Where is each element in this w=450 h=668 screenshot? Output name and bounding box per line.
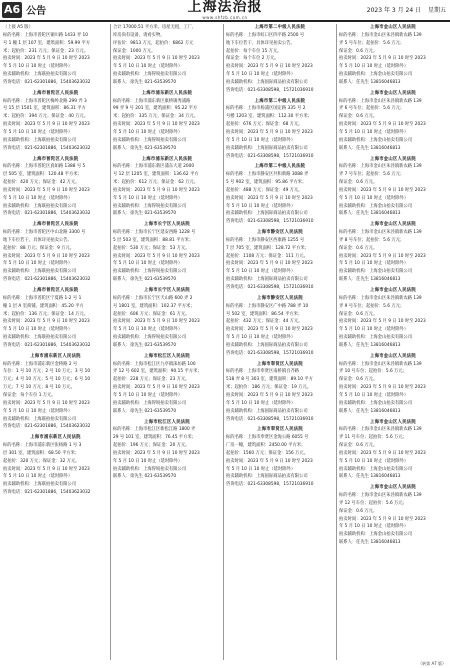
notice-text-line: 联系人：任先生 13816046813 <box>339 342 401 348</box>
notice-text-line: 拍卖时间：2023 年 5 月 9 日 10 时至 2023 <box>113 253 200 259</box>
notice-text-line: 拍卖时间：2023 年 5 月 9 日 10 时至 2023 <box>113 56 200 62</box>
notice-text-line: 拍卖时间：2023 年 5 月 9 日 10 时至 2023 <box>226 261 313 267</box>
notice-text-line: 拍卖辅助机构：上海得锐拍卖有限公司 <box>113 400 187 406</box>
notice-text-line: 起拍价：88 万元；保证金：9 万元。 <box>3 245 75 251</box>
notice-court-title: 上海市金山区人民法院 <box>370 25 416 30</box>
notice-text-line: 拍卖辅助机构：上海得锐拍卖有限公司 <box>113 335 187 341</box>
notice-text-line: 拍卖辅助机构：上海国际商品拍卖有限公司 <box>226 79 308 85</box>
auction-notice <box>339 90 447 153</box>
notice-text-line: 年 5 月 10 日 10 时止（延时除外） <box>113 261 183 267</box>
notice-text-line: 标的名称：上海市静安区西康路 1255 号 <box>226 237 305 243</box>
notice-text-line: 咨询电话：021-63308598，15721036910 <box>226 153 314 159</box>
notice-text-line: 年 5 月 10 日 10 时止（延时除外） <box>3 408 73 414</box>
notice-text-line: 咨询电话：021-62301886，15403623032 <box>3 277 91 283</box>
notice-court-title: 上海市松江区人民法院 <box>144 353 190 359</box>
auction-notice <box>3 90 108 153</box>
notice-text-line: 幢 1 层 A 室商铺，建筑面积：45.20 平方 <box>3 303 84 309</box>
notice-text-line: 咨询电话：021-62301886，15403623032 <box>3 145 91 151</box>
auction-notice <box>3 221 108 284</box>
notice-text-line: 标的名称：上海市金山区朱泾镇新农路 139 <box>339 427 422 433</box>
notice-text-line: 拍卖时间：2023 年 5 月 9 日 10 时至 2023 <box>226 64 313 70</box>
notice-text-line: 联系人：徐先生 021-63539570 <box>113 145 177 151</box>
continued-note: （转第 A7 版） <box>418 661 446 666</box>
auction-notice <box>226 426 334 489</box>
notice-text-line: 拍卖辅助机构：上海金山拍卖有限公司 <box>339 137 413 143</box>
notice-text-line: 弄 9 号车位；起拍价：5.6 万元； <box>339 303 405 309</box>
notice-text-line: 拍卖时间：2023 年 5 月 9 日 10 时至 2023 <box>3 466 90 472</box>
notice-text-line: 号 12 层 1205 室，建筑面积：136.62 平方 <box>113 172 199 178</box>
auction-notice <box>339 287 447 350</box>
notice-text-line: 年 5 月 10 日 10 时止（延时除外） <box>3 474 73 480</box>
notice-court-title: 上海市奉贤区人民法院 <box>257 427 303 433</box>
page-header <box>0 0 450 20</box>
auction-notice <box>3 156 108 219</box>
notice-text-line: 起拍价：228 万元；保证金：23 万元。 <box>113 377 190 383</box>
notice-text-line: 拍卖辅助机构：上海金山拍卖有限公司 <box>339 335 413 341</box>
notice-court-title: 上海市金山区人民法院 <box>370 485 416 491</box>
auction-notice <box>226 163 334 226</box>
notice-text-line: 保证金：0.6 万元。 <box>339 114 378 120</box>
notice-text-line: 年 5 月 10 日 10 时止（延时除外） <box>339 458 409 464</box>
notice-text-line: 拍卖时间：2023 年 5 月 9 日 10 时至 2023 <box>339 516 426 522</box>
notice-text-line: 拍卖时间：2023 年 5 月 9 日 10 时至 2023 <box>339 319 426 325</box>
notice-text-line: 年 5 月 10 日 10 时止（延时除外） <box>3 195 73 201</box>
notice-text-line: 年 5 月 10 日 10 时止（延时除外） <box>226 137 296 143</box>
notice-text-line: 拍卖时间：2023 年 5 月 9 日 10 时至 2023 <box>339 187 426 193</box>
notice-text-line: 联系人：徐先生 021-63539570 <box>113 79 177 85</box>
notice-text-line: 拍卖辅助机构：上海联拍拍卖有限公司 <box>3 203 77 209</box>
notice-text-line: 保证金：1000 万元。 <box>113 48 156 54</box>
notice-court-title: 上海市普陀区人民法院 <box>32 156 79 162</box>
notice-text-line: 标的名称：上海市普陀区宁夏路 1-2 号 1 <box>3 295 82 301</box>
notice-text-line: 拍卖辅助机构：上海国际商品拍卖有限公司 <box>226 145 308 151</box>
auction-notice <box>3 287 108 350</box>
notice-text-line: 拍卖时间：2023 年 5 月 9 日 10 时至 2023 <box>3 400 90 406</box>
notice-text-line: 保证金：0.6 万元。 <box>339 311 378 317</box>
notice-text-line: 保证金：0.6 万元。 <box>339 508 378 514</box>
notice-text-line: 起拍价：432 万元；保证金：44 万元。 <box>226 319 303 325</box>
notice-court-title: 上海市金山区人民法院 <box>370 353 416 359</box>
notice-text-line: 年 5 月 10 日 10 时止（延时除外） <box>113 129 183 135</box>
header-rule <box>0 20 450 22</box>
notice-text-line: 标的名称：上海市静安区广中路 788 弄 10 <box>226 303 309 309</box>
notice-text-line: 合计 17000.51 平方米。房屋无租，工厂， <box>113 25 197 30</box>
notice-text-line: 弄 7 号车位；起拍价：5.6 万元； <box>339 172 405 178</box>
notice-text-line: 联系人：徐先生 021-63539570 <box>113 342 177 348</box>
notice-text-line: 标的名称：上海市金山区朱泾镇新农路 139 <box>339 164 422 170</box>
notice-text-line: 起拍价：488 万元；保证金：49 万元。 <box>226 187 303 193</box>
notice-text-line: 标的名称：上海市奉贤区南桥镇百齐路 <box>226 369 300 375</box>
notice-text-line: 年 5 月 10 日 10 时止（延时除外） <box>3 64 73 70</box>
notice-text-line: 起拍价：每个车位 15 万元。 <box>226 48 282 54</box>
notice-text-line: 拍卖时间：2023 年 5 月 9 日 10 时至 2023 <box>226 129 313 135</box>
notice-text-line: 年 5 月 10 日 10 时止（延时除外） <box>339 129 409 135</box>
notice-court-title: 上海市长宁区人民法院 <box>144 288 190 293</box>
notice-text-line: 拍卖时间：2023 年 5 月 9 日 10 时至 2023 <box>3 187 90 193</box>
notice-text-line: 车位：1 号 10 万元；2 号 10 万元；3 号 10 <box>3 369 91 375</box>
notice-text-line: 标的名称：上海市松江区九亭镇涞坊路 100 <box>113 361 196 367</box>
notice-text-line: 年 5 月 10 日 10 时止（延时除外） <box>339 64 409 70</box>
auction-notice <box>113 156 221 219</box>
notice-text-line: 拍卖辅助机构：上海联拍拍卖有限公司 <box>3 335 77 341</box>
auction-notice <box>226 24 334 95</box>
notice-text-line: 标的名称：上海市浦东新区张杨路 1 号 3 <box>3 443 82 449</box>
notice-text-line: 拍卖辅助机构：上海得锐拍卖有限公司 <box>113 72 187 78</box>
notice-text-line: 年 5 月 10 日 10 时止（延时除外） <box>226 466 296 472</box>
notice-court-title: 上海市浦东新区人民法院 <box>141 156 193 162</box>
notice-text-line: 米；起拍价：335 万元；保证金：34 万元。 <box>113 114 199 120</box>
notice-text-line: 地下车位若干，具体详见拍卖公告。 <box>3 237 72 243</box>
notice-court-title: 上海市第二中级人民法院 <box>254 25 306 30</box>
auction-notice <box>226 98 334 161</box>
notice-court-title: 上海市第二中级人民法院 <box>254 98 306 104</box>
notice-text-line: 标的名称：上海市普陀区铜川路 1433 弄 10 <box>3 32 88 38</box>
notice-text-line: 米；起拍价：231 万元；保证金：23 万元。 <box>3 48 89 54</box>
notice-text-line: 拍卖时间：2023 年 5 月 9 日 10 时至 2023 <box>339 122 426 128</box>
notice-text-line: 年 5 月 10 日 10 时止（延时除外） <box>113 327 183 333</box>
notice-text-line: 起拍价：420 万元；保证金：42 万元。 <box>3 180 80 186</box>
notice-text-line: 拍卖时间：2023 年 5 月 9 日 10 时至 2023 <box>226 392 313 398</box>
column-4 <box>339 24 447 660</box>
notice-text-line: 咨询电话：021-62301886，15403623032 <box>3 424 91 430</box>
notice-text-line: 拍卖时间：2023 年 5 月 9 日 10 时至 2023 <box>226 327 313 333</box>
notice-text-line: 标的名称：上海市浦东新区金桥路 2 号 <box>3 361 78 367</box>
notice-text-line: 拍卖时间：2023 年 5 月 9 日 10 时至 2023 <box>3 56 90 62</box>
notice-text-line: 年 5 月 10 日 10 时止（延时除外） <box>3 261 73 267</box>
notice-text-line: 拍卖辅助机构：上海得锐拍卖有限公司 <box>113 466 187 472</box>
notice-text-line: 万元；7 号 10 万元；8 号 10 万元。 <box>3 385 75 391</box>
notice-text-line: 7 层 705 室，建筑面积：128.72 平方米； <box>226 245 309 251</box>
auction-notice <box>3 353 108 431</box>
notice-text-line: 弄 8 号车位；起拍价：5.6 万元； <box>339 237 405 243</box>
notice-text-line: 拍卖时间：2023 年 5 月 9 日 10 时至 2023 <box>3 253 90 259</box>
notice-text-line: 弄 11 号车位；起拍价：5.6 万元； <box>339 435 407 441</box>
column-divider <box>110 24 111 660</box>
notice-text-line: 起拍价：676 万元；保证金：68 万元。 <box>226 122 303 128</box>
notice-text-line: 联系人：徐先生 021-63539570 <box>113 277 177 283</box>
notice-text-line: 保证金：0.6 万元。 <box>339 245 378 251</box>
auction-notice <box>339 156 447 219</box>
notice-text-line: 号 15 层 1501 室，建筑面积：86.31 平方 <box>3 106 86 112</box>
notice-text-line: 咨询电话：021-63308598，15721036910 <box>226 219 314 225</box>
notice-court-title: 上海市静安区人民法院 <box>257 295 303 301</box>
notice-text-line: 拍卖时间：2023 年 5 月 9 日 10 时至 2023 <box>113 122 200 128</box>
auction-notice <box>113 353 221 416</box>
masthead-url: www.shfzb.com.cn <box>202 15 248 20</box>
auction-notice <box>113 90 221 153</box>
notice-text-line: 拍卖时间：2023 年 5 月 9 日 10 时至 2023 <box>3 319 90 325</box>
notice-text-line: 拍卖辅助机构：上海金山拍卖有限公司 <box>339 203 413 209</box>
notice-text-line: 拍卖辅助机构：上海联拍拍卖有限公司 <box>3 72 77 78</box>
notice-text-line: 拍卖辅助机构：上海金山拍卖有限公司 <box>339 466 413 472</box>
notice-text-line: 年 5 月 10 日 10 时止（延时除外） <box>226 400 296 406</box>
notice-text-line: 年 5 月 10 日 10 时止（延时除外） <box>113 392 183 398</box>
notice-text-line: 库房尚有设备，请看实物。 <box>113 32 165 38</box>
notice-text-line: 弄 5 号车位；起拍价：5.6 万元； <box>339 40 405 46</box>
notice-text-line: 99 弄 9 号 201 室，建筑面积：95.22 平方 <box>113 106 198 112</box>
notice-court-title: 上海市金山区人民法院 <box>370 156 416 162</box>
notice-text-line: 联系人：任先生 13816046813 <box>339 211 401 217</box>
section-label <box>2 1 46 18</box>
notice-text-line: 起拍价：320 万元；保证金：32 万元。 <box>3 458 80 464</box>
notice-text-line: 标的名称：上海市静安区共和新路 3088 弄 <box>226 172 309 178</box>
notice-text-line: 层 505 室，建筑面积：120.48 平方米； <box>3 172 82 178</box>
notice-text-line: 号 502 室，建筑面积：86.54 平方米； <box>226 311 303 317</box>
notice-text-line: 拍卖辅助机构：上海联拍拍卖有限公司 <box>3 482 77 488</box>
auction-notice <box>3 24 108 87</box>
notice-text-line: 拍卖时间：2023 年 5 月 9 日 10 时至 2023 <box>339 253 426 259</box>
notice-text-line: 标的名称：上海市长宁区延安西路 1228 号 <box>113 230 196 236</box>
notice-text-line: 5 层 503 室，建筑面积：88.81 平方米； <box>113 237 194 243</box>
issue-date: 2023 年 3 月 24 日 <box>366 7 422 14</box>
notice-text-line: 拍卖辅助机构：上海联拍拍卖有限公司 <box>3 416 77 422</box>
auction-notice <box>226 361 334 424</box>
notice-text-line: 拍卖时间：2023 年 5 月 9 日 10 时至 2023 <box>113 385 200 391</box>
notice-court-title: 上海市金山区人民法院 <box>370 90 416 96</box>
notice-court-title: 上海市浦东新区人民法院 <box>141 90 193 96</box>
notice-text-line: 年 5 月 10 日 10 时止（延时除外） <box>3 327 73 333</box>
column-divider <box>223 24 224 660</box>
notice-text-line: 拍卖辅助机构：上海金山拍卖有限公司 <box>339 532 413 538</box>
notice-text-line: 年 5 月 10 日 10 时止（延时除外） <box>113 195 183 201</box>
notice-text-line: 标的名称：上海市松江区新松江路 1800 弄 <box>113 427 196 433</box>
notice-text-line: 联系人：徐先生 021-63539570 <box>113 474 177 480</box>
notice-text-line: 5 号 902 室，建筑面积：95.86 平方米； <box>226 180 307 186</box>
notice-text-line: 拍卖辅助机构：上海金山拍卖有限公司 <box>339 400 413 406</box>
notice-text-line: 地下车位若干，具体详见拍卖公告。 <box>226 40 295 46</box>
notice-text-line: 咨询电话：021-62301886，15403623032 <box>3 211 91 217</box>
notice-text-line: 拍卖辅助机构：上海国际商品拍卖有限公司 <box>226 408 308 414</box>
notice-text-line: 弄 12 号 602 室，建筑面积：90.15 平方米； <box>113 369 202 375</box>
notice-text-line: 拍卖时间：2023 年 5 月 9 日 10 时至 2023 <box>113 187 200 193</box>
notice-text-line: 米；起拍价：186 万元；保证金：19 万元。 <box>226 385 312 391</box>
notice-text-line: 拍卖辅助机构：上海金山拍卖有限公司 <box>339 72 413 78</box>
notice-text-line: 拍卖时间：2023 年 5 月 9 日 10 时至 2023 <box>339 56 426 62</box>
notice-text-line: 年 5 月 10 日 10 时止（延时除外） <box>226 335 296 341</box>
notice-text-line: 保证金：每个车位 2 万元。 <box>226 56 279 62</box>
auction-notice <box>3 434 108 497</box>
notice-text-line: 年 5 月 10 日 10 时止（延时除外） <box>113 458 183 464</box>
notice-court-title: 上海市金山区人民法院 <box>370 288 416 293</box>
auction-notice <box>339 484 447 547</box>
notice-text-line: 拍卖时间：2023 年 5 月 9 日 10 时至 2023 <box>113 450 200 456</box>
notice-text-line: 联系人：徐先生 021-63539570 <box>113 408 177 414</box>
notice-text-line: 年 5 月 10 日 10 时止（延时除外） <box>339 327 409 333</box>
notice-text-line: 联系人：任先生 13816046813 <box>339 145 401 151</box>
notice-text-line: 弄 10 号车位；起拍价：5.6 万元； <box>339 369 407 375</box>
notice-court-title: 上海市普陀区人民法院 <box>32 288 79 293</box>
notice-text-line: 拍卖辅助机构：上海得锐拍卖有限公司 <box>113 269 187 275</box>
notice-court-title: 上海市长宁区人民法院 <box>144 222 190 228</box>
column-2 <box>113 24 221 660</box>
notice-text-line: 标的名称：上海市虹口区四平路 2500 号 <box>226 32 305 38</box>
notice-text-line: 拍卖辅助机构：上海得锐拍卖有限公司 <box>113 203 187 209</box>
notice-text-line: 标的名称：上海市浦东新区浦东大道 2000 <box>113 164 195 170</box>
masthead-logo: 上海法治报 <box>187 0 263 15</box>
notice-court-title: 上海市静安区人民法院 <box>257 230 303 236</box>
notice-text-line: 联系人：任先生 13816046813 <box>339 474 401 480</box>
notice-text-line: 年 5 月 10 日 10 时止（延时除外） <box>339 195 409 201</box>
notice-court-title: 上海市奉贤区人民法院 <box>257 361 303 367</box>
auction-notice <box>339 419 447 482</box>
notice-text-line: 年 5 月 10 日 10 时止（延时除外） <box>3 129 73 135</box>
notice-court-title: 上海市普陀区人民法院 <box>32 222 79 228</box>
notice-text-line: 年 5 月 10 日 10 时止（延时除外） <box>226 72 296 78</box>
notice-text-line: 拍卖时间：2023 年 5 月 9 日 10 时至 2023 <box>339 385 426 391</box>
notice-text-line: 保证金：0.6 万元。 <box>339 48 378 54</box>
notice-text-line: 标的名称：上海市金山区朱泾镇新农路 139 <box>339 295 422 301</box>
column-3 <box>226 24 334 660</box>
masthead <box>160 0 290 20</box>
notice-text-line: 起拍价：530 万元；保证金：53 万元。 <box>113 245 190 251</box>
auction-notice <box>339 221 447 284</box>
notice-text-line: 标的名称：上海市普陀区梅岭北路 299 弄 3 <box>3 98 87 104</box>
notice-text-line: 厂房一幢，建筑面积：2450.00 平方米； <box>226 443 306 449</box>
notice-text-line: 29 号 101 室，建筑面积：76.45 平方米； <box>113 435 196 441</box>
auction-notice <box>113 419 221 482</box>
notice-text-line: 拍卖辅助机构：上海国际商品拍卖有限公司 <box>226 277 308 283</box>
notice-text-line: 拍卖辅助机构：上海国际商品拍卖有限公司 <box>226 211 308 217</box>
notice-text-line: 标的名称：上海市金山区朱泾镇新农路 139 <box>339 493 422 499</box>
notice-text-line: 咨询电话：021-62301886，15403623032 <box>3 79 91 85</box>
notice-text-line: 弄 12 号车位；起拍价：5.6 万元； <box>339 500 407 506</box>
notice-text-line: 保证金：0.6 万元。 <box>339 443 378 449</box>
notice-text-line: 拍卖辅助机构：上海金山拍卖有限公司 <box>339 269 413 275</box>
notice-text-line: 保证金：0.6 万元。 <box>339 377 378 383</box>
notice-text-line: 年 5 月 10 日 10 时止（延时除外） <box>226 203 296 209</box>
column-1 <box>3 24 108 660</box>
notice-text-line: 标的名称：上海市金山区朱泾镇新农路 139 <box>339 32 422 38</box>
notice-text-line: 拍卖时间：2023 年 5 月 9 日 10 时至 2023 <box>3 122 90 128</box>
notice-text-line: 联系人：任先生 13816046813 <box>339 79 401 85</box>
notice-text-line: 联系人：任先生 13816046813 <box>339 408 401 414</box>
notice-text-line: 拍卖辅助机构：上海联拍拍卖有限公司 <box>3 137 77 143</box>
notice-text-line: 米；起拍价：612 万元；保证金：62 万元。 <box>113 180 199 186</box>
notice-text-line: 标的名称：上海市金山区朱泾镇新农路 139 <box>339 230 422 236</box>
notice-text-line: 拍卖辅助机构：上海联拍拍卖有限公司 <box>3 269 77 275</box>
notice-text-line: 咨询电话：021-62301886，15403623032 <box>3 342 91 348</box>
notice-text-line: 弄 6 号车位；起拍价：5.6 万元； <box>339 106 405 112</box>
notice-text-line: 保证金：0.6 万元。 <box>339 180 378 186</box>
notice-text-line: 万元；4 号 10 万元；5 号 10 万元；6 号 10 <box>3 377 91 383</box>
notice-text-line: 起拍价：606 万元；保证金：61 万元。 <box>113 311 190 317</box>
issue-weekday: 星期五 <box>427 7 446 14</box>
notice-text-line: 米；起拍价：136 万元；保证金：14 万元。 <box>3 311 89 317</box>
auction-notice <box>339 24 447 87</box>
notice-text-line: 起拍价：1560 万元；保证金：156 万元。 <box>226 450 309 456</box>
auction-notice <box>113 24 221 87</box>
notice-text-line: 联系人：任先生 13816046813 <box>339 277 401 283</box>
notice-text-line: 标的名称：上海市奉贤区金海公路 6055 号 <box>226 435 309 441</box>
notice-text-line: 拍卖时间：2023 年 5 月 9 日 10 时至 2023 <box>226 458 313 464</box>
notice-text-line: 起拍价：196 万元；保证金：20 万元。 <box>113 443 190 449</box>
notice-text-line: 咨询电话：021-63308598，15721036910 <box>226 350 314 356</box>
notice-text-line: 米；起拍价：394 万元；保证金：40 万元。 <box>3 114 89 120</box>
notice-text-line: 标的名称：上海市普陀区真如路 1388 号 5 <box>3 164 86 170</box>
auction-notice <box>226 295 334 358</box>
notice-court-title: 上海市浦东新区人民法院 <box>30 353 81 359</box>
notice-court-title: 上海市普陀区人民法院 <box>32 90 79 96</box>
notice-text-line: 拍卖时间：2023 年 5 月 9 日 10 时至 2023 <box>226 195 313 201</box>
notice-text-line: 标的名称：上海市长宁区天山路 600 弄 2 <box>113 295 193 301</box>
notice-text-line: 号 1801 室，建筑面积：102.37 平方米； <box>113 303 195 309</box>
notice-text-line: 咨询电话：021-63308598，15721036910 <box>226 285 314 290</box>
notice-text-line: 联系人：任先生 13816046813 <box>339 540 401 546</box>
auction-notice <box>339 353 447 416</box>
notice-text-line: 标的名称：上海市普陀区中山北路 3300 号 <box>3 230 86 236</box>
notice-text-line: 号楼 1203 室，建筑面积：112.30 平方米； <box>226 114 312 120</box>
notice-text-line: 层 301 室，建筑面积：68.50 平方米； <box>3 450 80 456</box>
auction-notice <box>226 229 334 292</box>
section-title: 公告 <box>26 6 47 17</box>
notice-text-line: 保证金：每个车位 1 万元。 <box>3 392 56 398</box>
notice-text-line: 518 弄 8 号 303 室，建筑面积：89.10 平方 <box>226 377 313 383</box>
notice-text-line: 咨询电话：021-62301886，15403623032 <box>3 490 91 496</box>
notice-text-line: 评估价：9813 万元，起拍价：6862 万元 <box>113 40 194 46</box>
column-divider <box>336 24 337 660</box>
notice-text-line: 拍卖辅助机构：上海国际商品拍卖有限公司 <box>226 474 308 480</box>
notice-text-line: 标的名称：上海市金山区朱泾镇新农路 139 <box>339 98 422 104</box>
section-code: A6 <box>4 2 21 16</box>
notice-text-line: 年 5 月 10 日 10 时止（延时除外） <box>339 392 409 398</box>
notice-text-line: 起拍价：1108 万元；保证金：111 万元。 <box>226 253 309 259</box>
notice-text-line: 年 5 月 10 日 10 时止（延时除外） <box>339 261 409 267</box>
notice-text-line: 咨询电话：021-63308598，15721036910 <box>226 416 314 422</box>
notice-text-line: 年 5 月 10 日 10 时止（延时除外） <box>113 64 183 70</box>
notice-court-title: 上海市第二中级人民法院 <box>254 164 306 170</box>
auction-notice <box>113 287 221 350</box>
notice-text-line: 联系人：徐先生 021-63539570 <box>113 211 177 217</box>
notice-court-title: 上海市浦东新区人民法院 <box>30 435 81 441</box>
dateline <box>362 5 446 14</box>
notice-text-line: 咨询电话：021-63308598，15721036910 <box>226 482 314 488</box>
notice-text-line: 标的名称：上海市浦东新区康桥镇秀浦路 <box>113 98 191 104</box>
notice-text-line: 年 5 月 10 日 10 时止（延时除外） <box>339 524 409 530</box>
notice-text-line: 拍卖辅助机构：上海得锐拍卖有限公司 <box>113 137 187 143</box>
notice-court-title: 上海市金山区人民法院 <box>370 419 416 425</box>
notice-text-line: 号 1 幢 1 层 107 室，建筑面积：59.99 平方 <box>3 40 91 46</box>
notice-text-line: （上接 A5 版） <box>3 25 33 30</box>
auction-notice <box>113 221 221 284</box>
notice-court-title: 上海市松江区人民法院 <box>144 419 190 425</box>
notice-court-title: 上海市金山区人民法院 <box>370 222 416 228</box>
notice-text-line: 年 5 月 10 日 10 时止（延时除外） <box>226 269 296 275</box>
notice-text-line: 咨询电话：021-63308598，15721036910 <box>226 87 314 93</box>
notice-text-line: 标的名称：上海市金山区朱泾镇新农路 139 <box>339 361 422 367</box>
notice-text-line: 拍卖辅助机构：上海国际商品拍卖有限公司 <box>226 342 308 348</box>
notice-text-line: 标的名称：上海市杨浦区国定路 335 号 2 <box>226 106 306 112</box>
notice-text-line: 拍卖时间：2023 年 5 月 9 日 10 时至 2023 <box>339 450 426 456</box>
notice-text-line: 拍卖时间：2023 年 5 月 9 日 10 时至 2023 <box>113 319 200 325</box>
